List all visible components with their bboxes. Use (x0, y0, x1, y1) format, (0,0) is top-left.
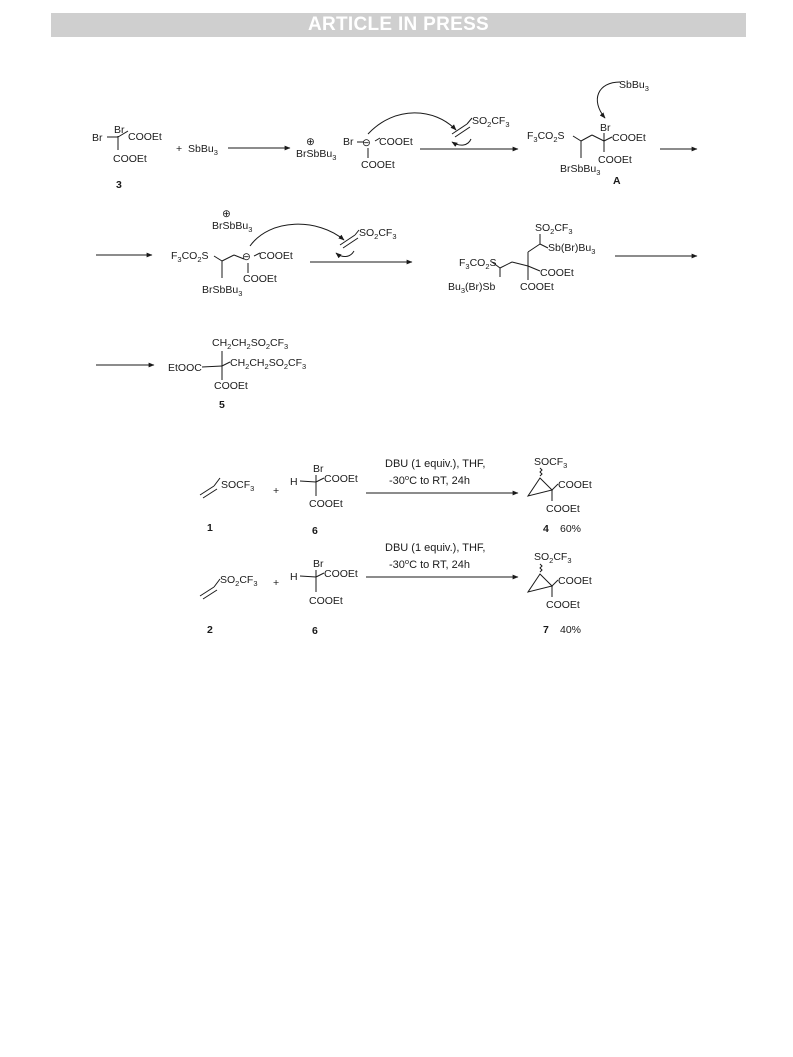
A-bond-right (604, 137, 612, 141)
c5-bond-left (202, 366, 222, 367)
vinyl-sulfone-1 (452, 115, 510, 137)
p2-bond-d (500, 262, 512, 268)
A-sb: BrSbBu$_3$ (560, 163, 601, 177)
p2-sb-left: $Bu_3(Br)Sb$ (448, 281, 496, 295)
i2-bond-1 (214, 256, 222, 261)
c5-top: $CH_2CH_2SO_2CF_3$ (212, 337, 289, 351)
c3-cooet-right: COOEt (128, 131, 162, 143)
r2-br: Br (313, 558, 324, 570)
r1-plus: + (273, 485, 280, 497)
r2-wavy-bond (540, 564, 542, 572)
intermediate-2 (171, 208, 293, 298)
r1-cooet-right: COOEt (324, 473, 358, 485)
compound-5 (168, 337, 306, 411)
article-in-press-banner: ARTICLE IN PRESS (51, 13, 746, 37)
r2-h: H (290, 571, 298, 583)
r1-prod-cooet-right: COOEt (558, 479, 592, 491)
r1-label-1: 1 (207, 522, 213, 534)
r1-cond-1: DBU (1 equiv.), THF, (385, 458, 486, 470)
r2-bond-h (300, 576, 316, 577)
i2-cooet-right: COOEt (259, 250, 293, 262)
p2-top: $SO_2CF_3$ (535, 222, 573, 236)
r1-bond-h (300, 481, 316, 482)
i2-sb: BrSbBu$_3$ (202, 284, 243, 298)
product-row2 (448, 222, 595, 295)
c5-label: 5 (219, 399, 225, 411)
r2-cyclopropane (528, 574, 552, 592)
A-cooet-right: COOEt (612, 132, 646, 144)
reaction-1 (200, 456, 592, 537)
r2-cond-1: DBU (1 equiv.), THF, (385, 542, 486, 554)
c3-br-left: Br (92, 132, 103, 144)
p2-left: $F_3CO_2S$ (459, 257, 497, 271)
r1-cond-2: -30$^o$C to RT, 24h (389, 473, 471, 487)
curved-arrow-3b (336, 251, 354, 257)
A-label: A (613, 175, 621, 187)
r1-vinyl-a (200, 486, 214, 495)
r2-vinyl-b (203, 590, 217, 599)
A-left: $F_3CO_2S$ (527, 130, 565, 144)
p2-bond-sb (540, 244, 548, 248)
plus-1: + (176, 143, 183, 155)
r2-vinyl-label: $SO_2CF_3$ (220, 574, 258, 588)
v1-double-a (452, 124, 467, 134)
p2-bond-a (528, 244, 540, 252)
compound-A (527, 122, 646, 187)
c5-bond-right (222, 362, 230, 366)
i1-charge-minus: ⊖ (362, 137, 371, 149)
p2-cooet-bottom: COOEt (520, 281, 554, 293)
r2-prod-cooet-right: COOEt (558, 575, 592, 587)
curved-arrow-2 (597, 82, 620, 118)
r2-cond-2: -30$^o$C to RT, 24h (389, 557, 471, 571)
reaction-2 (200, 542, 592, 637)
A-bond-3 (592, 135, 604, 141)
r2-label-6: 6 (312, 625, 318, 637)
v2-double-a (340, 235, 355, 245)
c5-bottom: COOEt (214, 380, 248, 392)
r2-yield: 40% (560, 624, 582, 636)
v2-double-b (343, 238, 358, 248)
intermediate-1 (296, 136, 413, 171)
r1-prod-cooet-bottom: COOEt (546, 503, 580, 515)
compound-3 (92, 124, 162, 191)
c3-cooet-bottom: COOEt (113, 153, 147, 165)
i1-cooet-bottom: COOEt (361, 159, 395, 171)
r1-yield: 60% (560, 523, 582, 535)
i2-charge-plus: ⊕ (222, 208, 231, 220)
v1-double-b (455, 127, 470, 137)
c5-right: $CH_2CH_2SO_2CF_3$ (230, 357, 307, 371)
r2-cooet-bottom: COOEt (309, 595, 343, 607)
r2-label-2: 2 (207, 624, 213, 636)
r2-prod-top: $SO_2CF_3$ (534, 551, 572, 565)
p2-bond-g (528, 266, 540, 271)
vinyl-sulfone-2 (340, 227, 397, 248)
r2-vinyl-a (200, 587, 214, 596)
v2-label: $SO_2CF_3$ (359, 227, 397, 241)
r1-bond-r (316, 478, 324, 482)
i2-cooet-bottom: COOEt (243, 273, 277, 285)
r1-vinyl-label: $SOCF_3$ (221, 479, 255, 493)
r2-bond-r (316, 573, 324, 577)
i2-bond-2 (222, 255, 234, 261)
sbbu3-reagent: SbBu$_3$ (188, 143, 218, 157)
r1-vinyl-b (203, 489, 217, 498)
r1-h: H (290, 476, 298, 488)
i1-br: Br (343, 136, 354, 148)
i1-charge-plus: ⊕ (306, 136, 315, 148)
p2-sb-right: $Sb(Br)Bu_3$ (548, 242, 596, 256)
r1-prod-label: 4 (543, 523, 549, 535)
c3-br-top: Br (114, 124, 125, 136)
r1-prod-top: $SOCF_3$ (534, 456, 568, 470)
A-cooet-bottom: COOEt (598, 154, 632, 166)
r2-prod-label: 7 (543, 624, 549, 636)
i1-cation: BrSbBu$_3$ (296, 148, 337, 162)
curved-arrow-3 (250, 224, 344, 246)
i2-charge-minus: ⊖ (242, 251, 251, 263)
attacker-sbbu3: SbBu$_3$ (619, 79, 649, 93)
A-bond-2 (581, 135, 592, 141)
i1-cooet-right: COOEt (379, 136, 413, 148)
r2-plus: + (273, 577, 280, 589)
A-br: Br (600, 122, 611, 134)
r1-br: Br (313, 463, 324, 475)
p2-bond-e (512, 262, 528, 266)
i2-left: $F_3CO_2S$ (171, 250, 209, 264)
r1-wavy-bond (540, 468, 542, 476)
c5-left: EtOOC (168, 362, 202, 374)
r1-cyclopropane (528, 478, 552, 496)
i2-cation: BrSbBu$_3$ (212, 220, 253, 234)
v1-label: $SO_2CF_3$ (472, 115, 510, 129)
r1-label-6: 6 (312, 525, 318, 537)
A-bond-1 (573, 136, 581, 141)
p2-cooet-right: COOEt (540, 267, 574, 279)
curved-arrow-1 (368, 113, 456, 134)
r1-vinyl-c (214, 478, 220, 486)
r2-prod-cooet-bottom: COOEt (546, 599, 580, 611)
curved-arrow-1b (452, 139, 471, 145)
r1-cooet-bottom: COOEt (309, 498, 343, 510)
c3-label: 3 (116, 179, 122, 191)
r2-cooet-right: COOEt (324, 568, 358, 580)
